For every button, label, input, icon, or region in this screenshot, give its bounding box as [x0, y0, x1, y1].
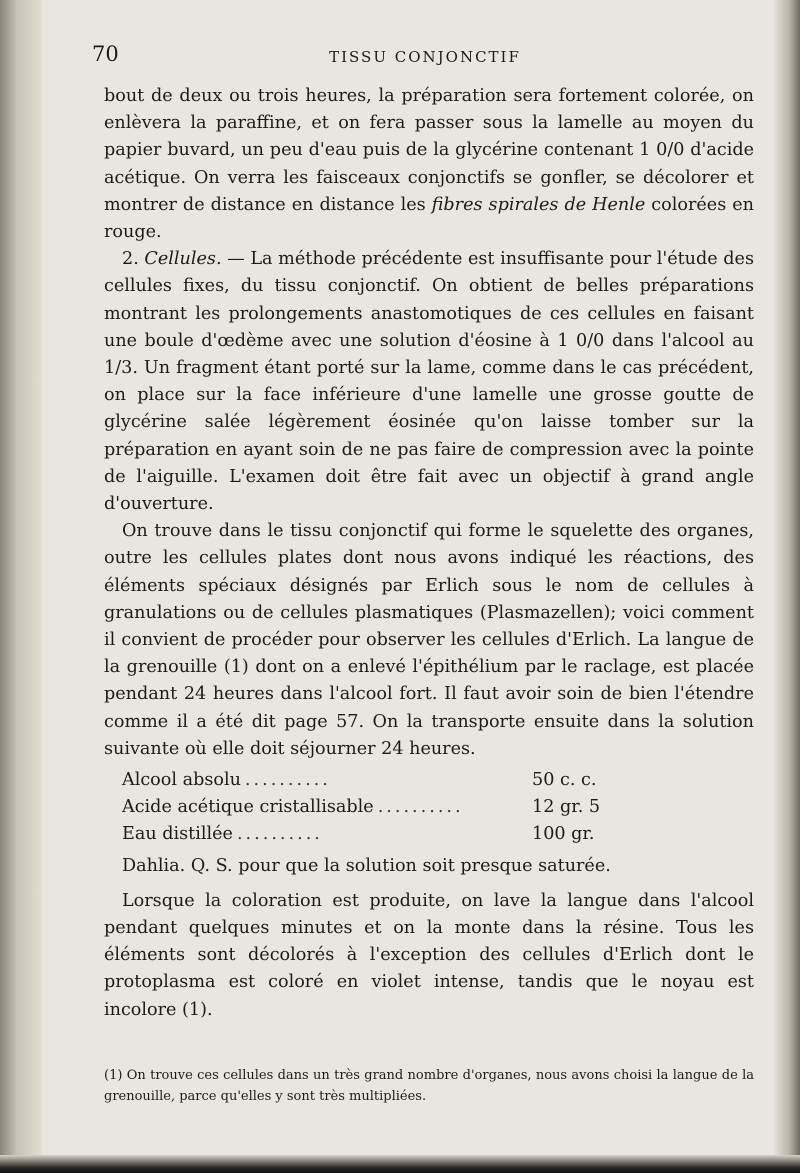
recipe-ingredient: Alcool absolu — [122, 770, 241, 791]
body-text — [104, 83, 754, 1024]
recipe-quantity: 100 gr. — [532, 824, 595, 845]
footnote-text: (1) On trouve ces cellules dans un très grand nombre d'organes, nous avons choisi la langue de la grenouille, parce qu'elles y sont très multipliées. — [104, 1068, 754, 1104]
recipe-ingredient: Acide acétique cristallisable — [122, 797, 374, 818]
leader-dots: .......... — [236, 824, 323, 845]
scan-bottom-edge — [0, 1155, 800, 1173]
recipe-table — [122, 767, 601, 849]
recipe-row — [122, 767, 597, 794]
running-title: TISSU CONJONCTIF — [329, 48, 521, 66]
recipe-row — [122, 794, 601, 821]
leader-dots: .......... — [377, 797, 464, 818]
recipe-quantity: 50 c. c. — [532, 770, 597, 791]
scan-left-edge — [0, 0, 42, 1173]
page-header — [92, 42, 758, 72]
footnote — [104, 1065, 754, 1107]
paragraph-1: bout de deux ou trois heures, la préparation sera fortement colorée, on enlèvera la paraffine, et on fera passer sous la lamelle au moyen du papier buvard, un peu d'eau puis de la glycérine contenant 1 0/0 d'acide acétique. On verra les faisceaux conjonctifs se gonfler, se décolorer et montrer de distance en distance les fibres spirales de Henle colorées en rouge. — [104, 86, 754, 243]
recipe-ingredient: Eau distillée — [122, 824, 233, 845]
scan-right-edge — [774, 0, 800, 1173]
paragraph-4: Dahlia. Q. S. pour que la solution soit presque saturée. — [122, 855, 611, 876]
leader-dots: .......... — [244, 770, 331, 791]
paragraph-3: On trouve dans le tissu conjonctif qui forme le squelette des organes, outre les cellules plates dont nous avons indiqué les réactions, des éléments spéciaux désignés par Erlich sous le nom de cellules à granulations ou de cellules plasmatiques (Plasmazellen); voici comment il convient de procéder pour observer les cellules d'Erlich. La langue de la grenouille (1) dont on a enlevé l'épithélium par le raclage, est placée pendant 24 heures dans l'alcool fort. Il faut avoir soin de bien l'étendre comme il a été dit page 57. On la transporte ensuite dans la solution suivante où elle doit séjourner 24 heures. — [104, 521, 754, 759]
henle-fibres-term: fibres spirales de Henle — [431, 194, 646, 215]
page-number: 70 — [92, 42, 119, 66]
paragraph-5: Lorsque la coloration est produite, on lave la langue dans l'alcool pendant quelques minutes et on la monte dans la résine. Tous les éléments sont décolorés à l'exception des cellules d'Erlich dont le protoplasma est coloré en violet intense, tandis que le noyau est incolore (1). — [104, 890, 754, 1020]
recipe-row — [122, 821, 595, 848]
recipe-quantity: 12 gr. 5 — [532, 797, 601, 818]
paragraph-2: 2. Cellules. — La méthode précédente est insuffisante pour l'étude des cellules fixes, du tissu conjonctif. On obtient de belles préparations montrant les prolongements anastomotiques de ces cellules en faisant une boule d'œdème avec une solution d'éosine à 1 0/0 dans l'alcool au 1/3. Un fragment étant porté sur la lame, comme dans le cas précédent, on place sur la face inférieure d'une lamelle une grosse goutte de glycérine salée légèrement éosinée qu'on laisse tomber sur la préparation en ayant soin de ne pas faire de compression avec la pointe de l'aiguille. L'examen doit être fait avec un objectif à grand angle d'ouverture. — [104, 249, 754, 515]
section-number: 2. — [122, 249, 139, 270]
section-title: Cellules. — [144, 249, 222, 270]
